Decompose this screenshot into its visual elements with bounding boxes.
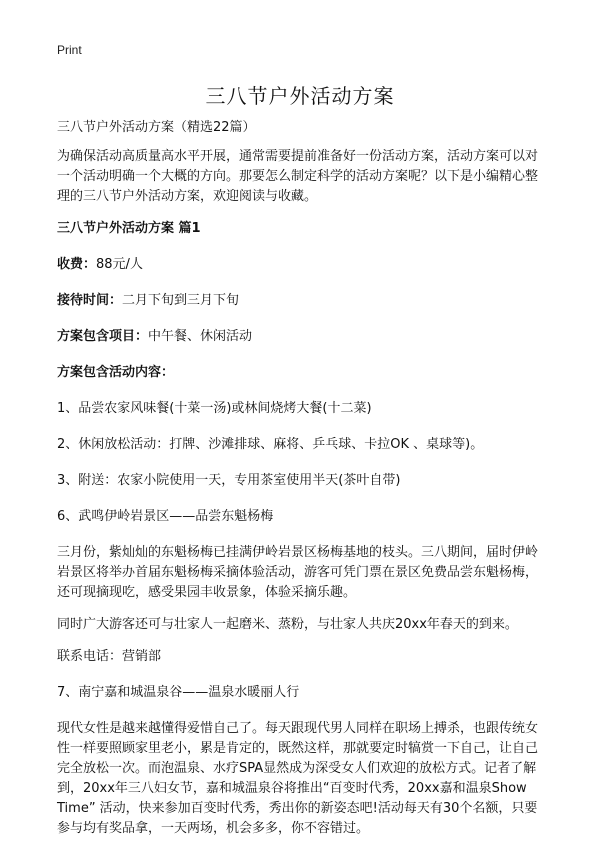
fee-line [57, 255, 547, 275]
paragraph-celebration: 同时广大游客还可与壮家人一起磨米、蒸粉，与壮家人共庆20xx年春天的到来。 [57, 617, 518, 632]
contact-line: 联系电话：营销部 [57, 649, 162, 664]
fee-label: 收费： [57, 257, 97, 272]
activities-line [57, 363, 547, 383]
activities-label: 方案包含活动内容： [57, 365, 175, 380]
time-label: 接待时间： [57, 293, 123, 308]
list-item: 2、休闲放松活动：打牌、沙滩排球、麻将、乒乓球、卡拉OK 、桌球等)。 [57, 437, 484, 452]
paragraph-hotspring: 现代女性是越来越懂得爱惜自己了。每天跟现代男人同样在职场上搏杀，也跟传统女性一样要照顾家里老小，累是肯定的，既然这样，那就要定时犒赏一下自己，让自己完全放松一次。而泡温泉、水疗SPA显然成为深受女人们欢迎的放松方式。记者了解到，20xx年三八妇女节，嘉和城温泉谷将推出“百变时代秀，20xx嘉和温泉Show Time” 活动，快来参加百变时代秀，秀出你的新姿态吧!活动每天有30个名额，只要参与均有奖品拿，一天两场，机会多多，你不容错过。 [57, 721, 539, 836]
document-body [57, 118, 547, 851]
items-line [57, 327, 547, 347]
items-label: 方案包含项目： [57, 329, 149, 344]
page-title: 三八节户外活动方案 [205, 84, 395, 108]
print-label: Print [57, 43, 82, 57]
section-heading: 三八节户外活动方案 篇1 [57, 221, 201, 236]
time-line [57, 291, 547, 311]
list-item: 6、武鸣伊岭岩景区——品尝东魁杨梅 [57, 509, 274, 524]
list-item: 7、南宁嘉和城温泉谷——温泉水暖丽人行 [57, 685, 300, 700]
time-value: 二月下旬到三月下旬 [122, 293, 240, 308]
document-subtitle: 三八节户外活动方案（精选22篇） [57, 120, 256, 135]
intro-paragraph: 为确保活动高质量高水平开展，通常需要提前准备好一份活动方案，活动方案可以对一个活动明确一个大概的方向。那要怎么制定科学的活动方案呢？以下是小编精心整理的三八节户外活动方案，欢迎阅读与收藏。 [57, 149, 539, 204]
paragraph-yangmei: 三月份，紫灿灿的东魁杨梅已挂满伊岭岩景区杨梅基地的枝头。三八期间，届时伊岭岩景区将举办首届东魁杨梅采摘体验活动，游客可凭门票在景区免费品尝东魁杨梅，还可现摘现吃，感受果园丰收景象，体验采摘乐趣。 [57, 545, 539, 600]
items-value: 中午餐、休闲活动 [148, 329, 253, 344]
fee-value: 88元/人 [96, 257, 143, 272]
list-item: 3、附送：农家小院使用一天，专用茶室使用半天(茶叶自带) [57, 473, 401, 488]
list-item: 1、品尝农家风味餐(十菜一汤)或林间烧烤大餐(十二菜) [57, 401, 372, 416]
